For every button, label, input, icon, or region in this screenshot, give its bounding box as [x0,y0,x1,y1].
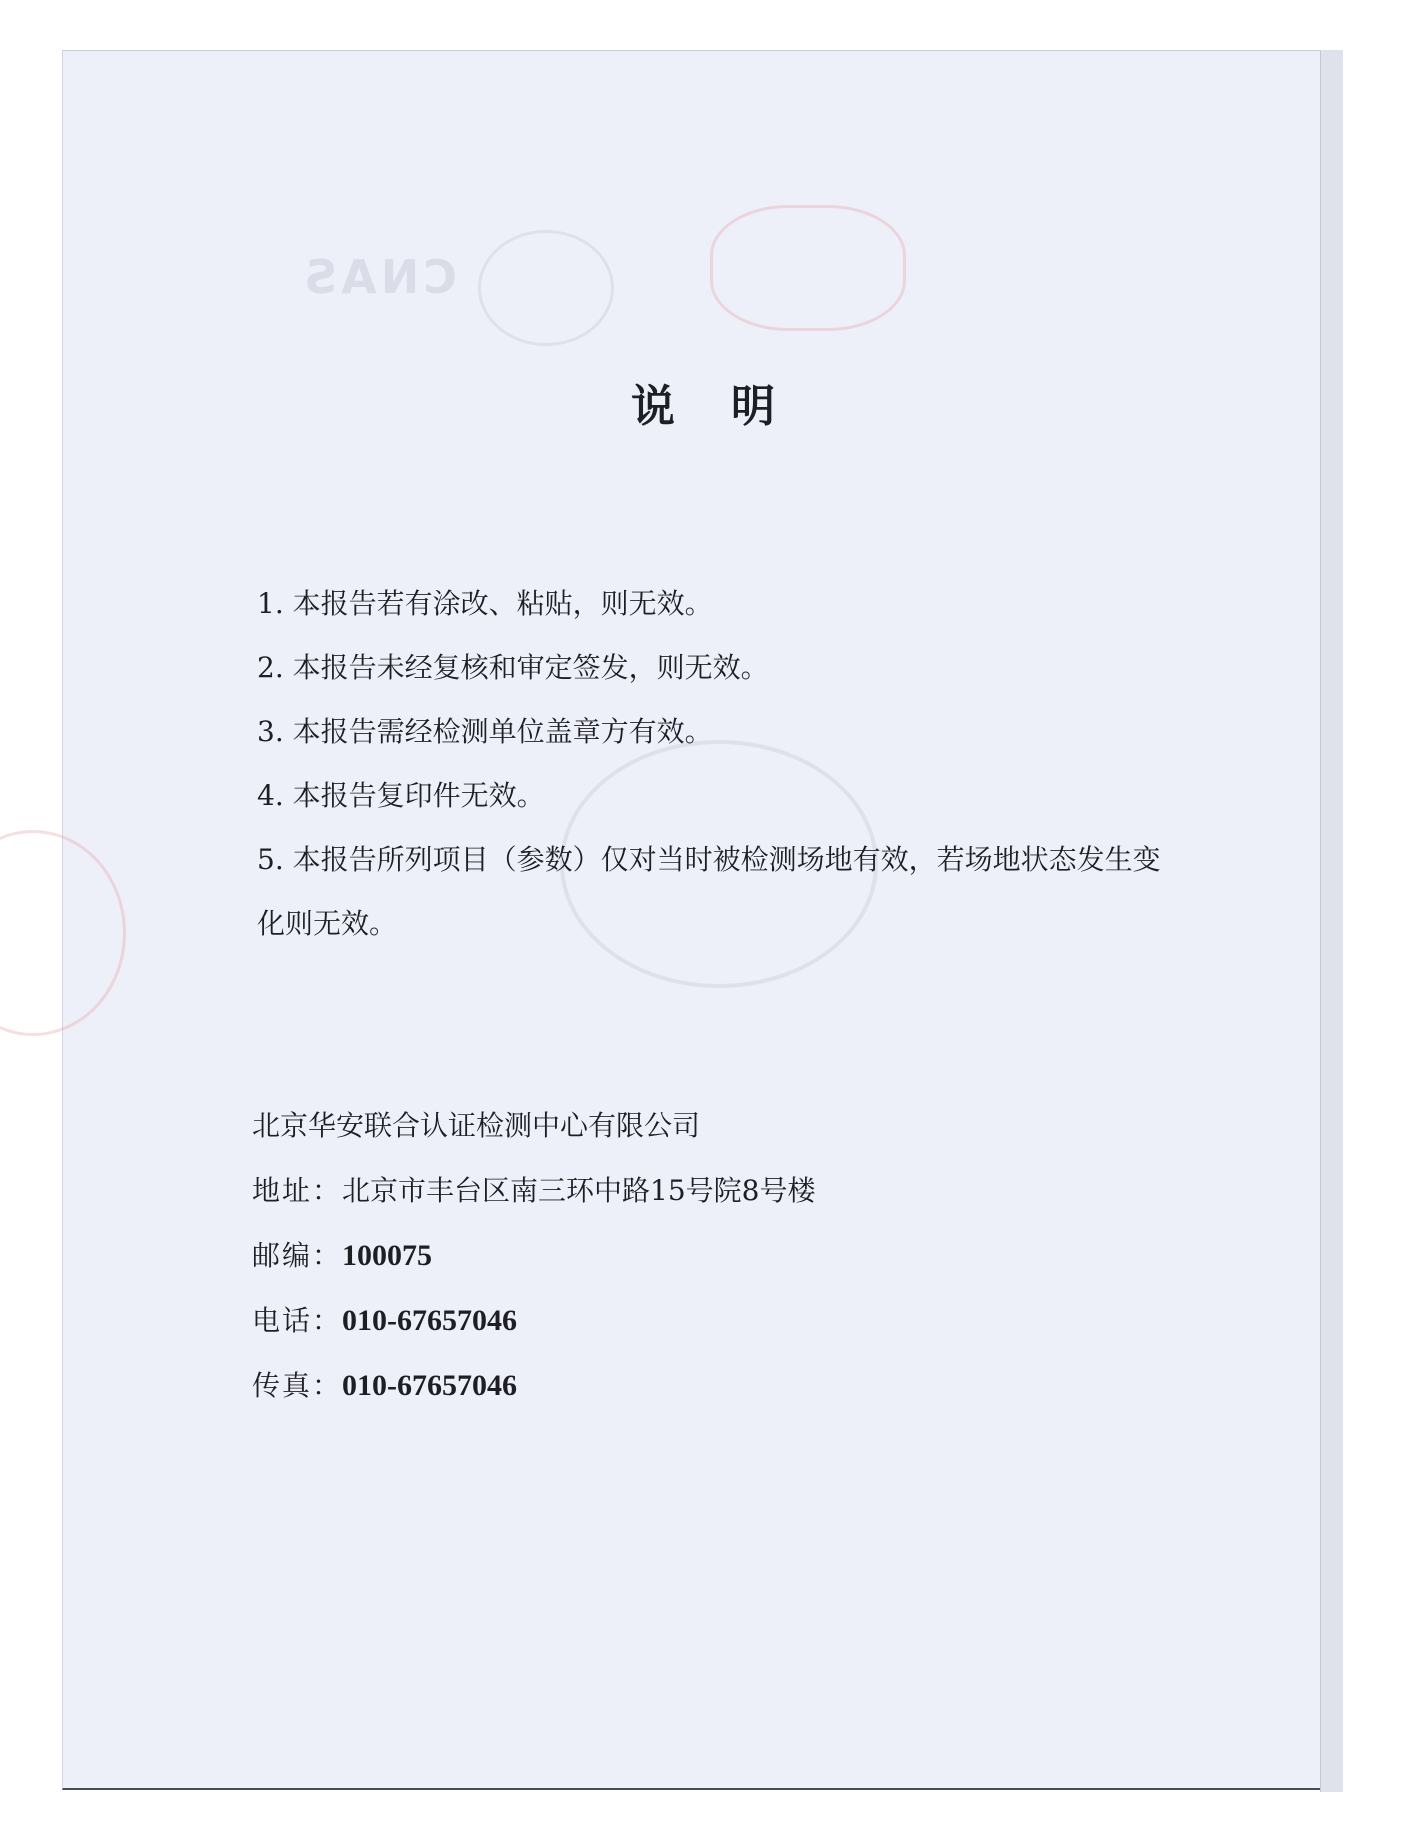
company-name: 北京华安联合认证检测中心有限公司 [252,1109,701,1142]
bleed-through-seal-mark [478,230,614,346]
bleed-through-cnas-logo: CNAS [300,250,457,304]
note-item-2: 2. 本报告未经复核和审定签发，则无效。 [257,651,769,684]
note-item-1: 1. 本报告若有涂改、粘贴，则无效。 [257,587,713,620]
fax-value: 010-67657046 [342,1369,518,1402]
note-item-5: 5. 本报告所列项目（参数）仅对当时被检测场地有效，若场地状态发生变化则无效。 [257,843,1161,940]
postcode-value: 100075 [342,1239,433,1272]
phone-label: 电话： [252,1304,343,1337]
address-row [252,1158,815,1223]
note-item-3: 3. 本报告需经检测单位盖章方有效。 [257,715,713,748]
postcode-label: 邮编： [252,1239,343,1272]
address-value: 北京市丰台区南三环中路15号院8号楼 [342,1174,816,1207]
postcode-row [252,1223,815,1288]
notes-list [257,572,1177,956]
page-edge-shadow [1320,50,1343,1792]
address-label: 地址： [252,1174,343,1207]
fax-row [252,1353,815,1418]
fax-label: 传真： [252,1369,343,1402]
contact-block [252,1093,815,1418]
page-title: 说明 [631,381,831,432]
phone-value: 010-67657046 [342,1304,518,1337]
note-item-4: 4. 本报告复印件无效。 [257,779,545,812]
phone-row [252,1288,815,1353]
bleed-through-cma-stamp [710,205,906,331]
